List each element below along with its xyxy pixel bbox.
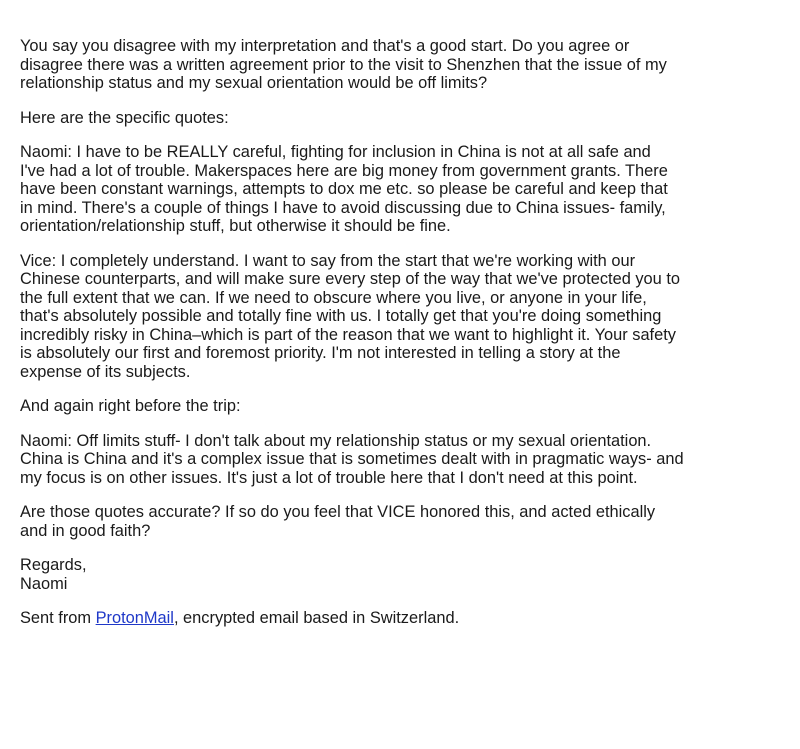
email-body [20, 37, 780, 644]
paragraph-closing-question: Are those quotes accurate? If so do you feel that VICE honored this, and acted ethically and in good faith? [20, 503, 656, 540]
paragraph-disagreement-question: You say you disagree with my interpretation and that's a good start. Do you agree or disagree there was a written agreement prior to the visit to Shenzhen that the issue of my relationship status and my sexual orientation would be off limits? [20, 37, 667, 92]
paragraph-naomi-quote-2: Naomi: Off limits stuff- I don't talk about my relationship status or my sexual orientation. China is China and it's a complex issue that is sometimes dealt with in pragmatic ways- and my focus is on other issues. It's just a lot of trouble here that I don't need at this point. [20, 431, 684, 487]
paragraph-naomi-quote-1: Naomi: I have to be REALLY careful, fighting for inclusion in China is not at all safe and I've had a lot of trouble. Makerspaces here are big money from government grants. There have been constant warnings, attempts to dox me etc. so please be careful and keep that in mind. There's a couple of things I have to avoid discussing due to China issues- family, orientation/relationship stuff, but otherwise it should be fine. [20, 143, 668, 235]
email-footer [20, 609, 780, 628]
paragraph-quotes-intro: Here are the specific quotes: [20, 108, 229, 127]
protonmail-link[interactable]: ProtonMail [95, 609, 174, 627]
footer-suffix: , encrypted email based in Switzerland. [173, 609, 460, 627]
footer-prefix: Sent from [20, 609, 96, 627]
paragraph-before-trip: And again right before the trip: [20, 397, 241, 415]
email-signoff: Regards, Naomi [20, 556, 87, 593]
paragraph-vice-quote: Vice: I completely understand. I want to say from the start that we're working with our Chinese counterparts, and will make sure every step of the way that we've protected you to the full extent that we can. If we need to obscure where you live, or anyone in your life, that's absolutely possible and totally fine with us. I totally get that you're doing something incredibly risky in China–which is part of the reason that we want to highlight it. Your safety is absolutely our first and foremost priority. I'm not interested in telling a story at the expense of its subjects. [20, 251, 681, 381]
